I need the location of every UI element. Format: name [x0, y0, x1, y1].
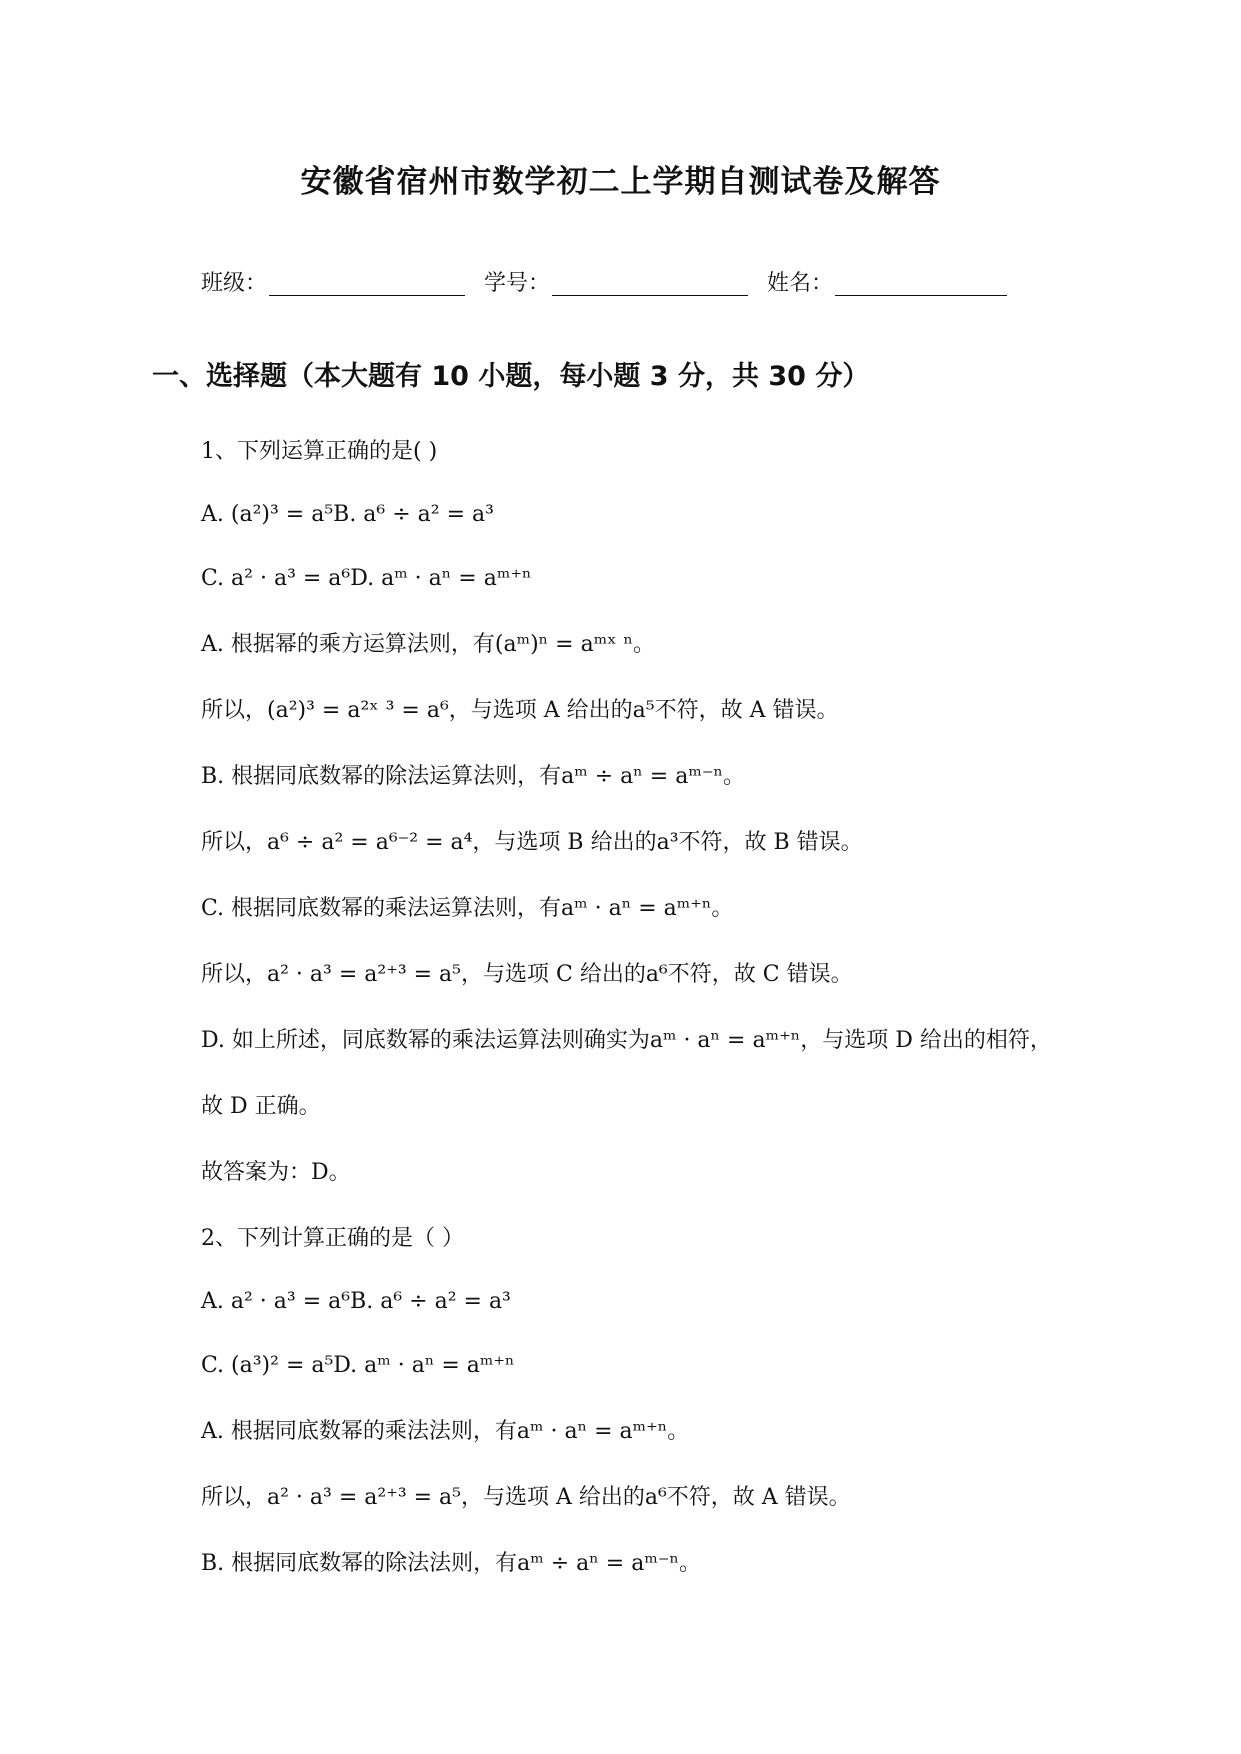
document-title: 安徽省宿州市数学初二上学期自测试卷及解答 [300, 164, 941, 200]
q2-option-b-rule: B. 根据同底数幂的除法法则，有aᵐ ÷ aⁿ = aᵐ⁻ⁿ。 [201, 1551, 701, 1576]
q1-options-cd: C. a² · a³ = a⁶D. aᵐ · aⁿ = aᵐ⁺ⁿ [201, 566, 532, 591]
q2-option-a-rule: A. 根据同底数幂的乘法法则，有aᵐ · aⁿ = aᵐ⁺ⁿ。 [201, 1419, 690, 1444]
name-label: 姓名： [767, 271, 834, 296]
q2-options-ab: A. a² · a³ = a⁶B. a⁶ ÷ a² = a³ [201, 1289, 511, 1314]
section-heading-choice: 一、选择题（本大题有 10 小题，每小题 3 分，共 30 分） [152, 361, 870, 392]
q2-stem: 2、下列计算正确的是（ ） [201, 1226, 464, 1251]
student-id-label: 学号： [484, 271, 551, 296]
q1-option-c-rule: C. 根据同底数幂的乘法运算法则，有aᵐ · aⁿ = aᵐ⁺ⁿ。 [201, 896, 734, 921]
q1-stem: 1、下列运算正确的是( ) [201, 439, 438, 464]
student-info-row [201, 266, 1019, 297]
q1-option-a-rule: A. 根据幂的乘方运算法则，有(aᵐ)ⁿ = aᵐˣ ⁿ。 [201, 632, 656, 657]
q1-option-b-calc: 所以，a⁶ ÷ a² = a⁶⁻² = a⁴，与选项 B 给出的a³不符，故 B 错误。 [201, 830, 863, 855]
q1-option-b-rule: B. 根据同底数幂的除法运算法则，有aᵐ ÷ aⁿ = aᵐ⁻ⁿ。 [201, 764, 745, 789]
q1-answer: 故答案为：D。 [201, 1160, 351, 1185]
q1-option-a-calc: 所以，(a²)³ = a²ˣ ³ = a⁶，与选项 A 给出的a⁵不符，故 A 错误。 [201, 698, 839, 723]
q1-option-c-calc: 所以，a² · a³ = a²⁺³ = a⁵，与选项 C 给出的a⁶不符，故 C 错误。 [201, 962, 853, 987]
q1-options-ab: A. (a²)³ = a⁵B. a⁶ ÷ a² = a³ [201, 502, 494, 527]
q2-option-a-calc: 所以，a² · a³ = a²⁺³ = a⁵，与选项 A 给出的a⁶不符，故 A 错误。 [201, 1485, 851, 1510]
class-label: 班级： [201, 271, 268, 296]
q1-option-d-rule: D. 如上所述，同底数幂的乘法运算法则确实为aᵐ · aⁿ = aᵐ⁺ⁿ，与选项 D 给出的相符， [201, 1028, 1052, 1053]
name-blank[interactable] [835, 271, 1007, 296]
q1-option-d-conclusion: 故 D 正确。 [201, 1094, 321, 1119]
class-blank[interactable] [269, 271, 465, 296]
student-id-blank[interactable] [552, 271, 748, 296]
q2-options-cd: C. (a³)² = a⁵D. aᵐ · aⁿ = aᵐ⁺ⁿ [201, 1353, 515, 1378]
